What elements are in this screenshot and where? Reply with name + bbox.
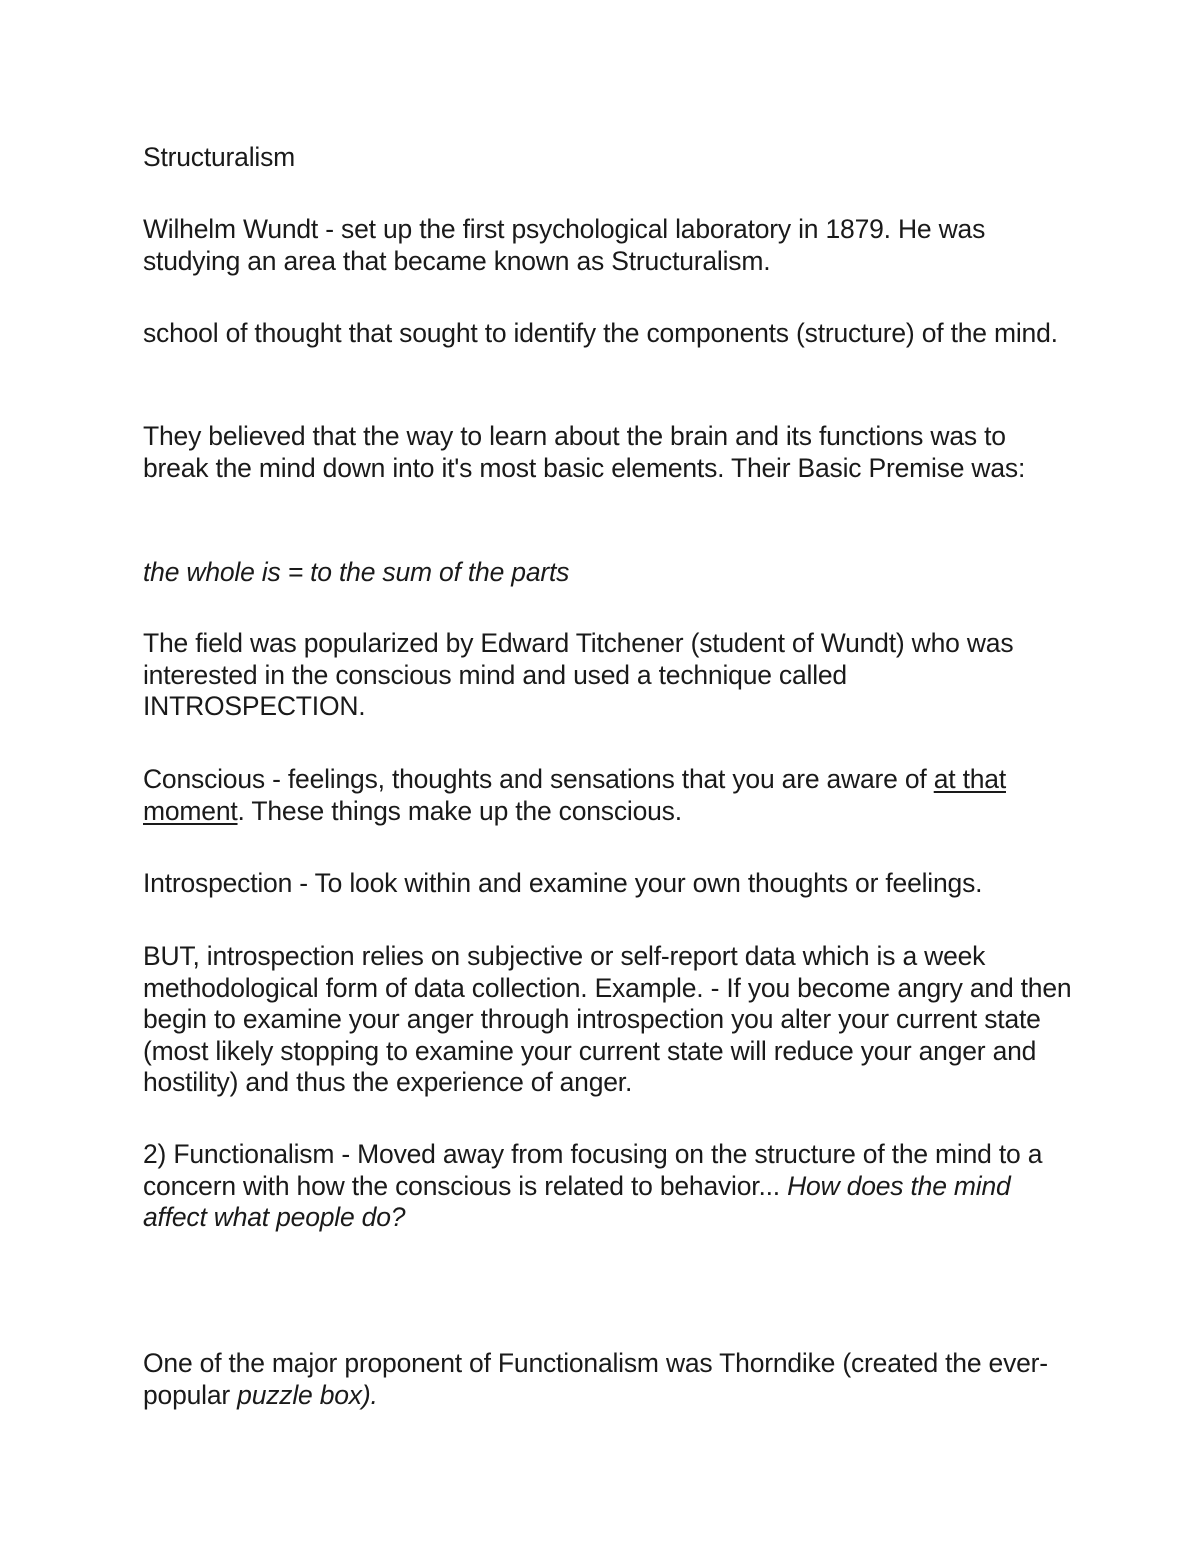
paragraph-premise: the whole is = to the sum of the parts (143, 557, 570, 587)
thorndike-lead-text: One of the major proponent of Functionalism was Thorndike (created the ever-popular (143, 1348, 1048, 1410)
paragraph-introspection: Introspection - To look within and examine your own thoughts or feelings. (143, 868, 983, 898)
paragraph-wundt: Wilhelm Wundt - set up the first psychological laboratory in 1879. He was studying an area that became known as Structuralism. (143, 214, 986, 276)
conscious-tail-text: . These things make up the conscious. (237, 795, 682, 826)
paragraph-school-of-thought: school of thought that sought to identify the components (structure) of the mind. (143, 318, 1058, 348)
paragraph-but: BUT, introspection relies on subjective or self-report data which is a week methodological form of data collection. Example. - If you become angry and then begin to examine your anger through introspection you alter your current state (most likely stopping to examine your current state will reduce your anger and hostility) and thus the experience of anger. (143, 941, 1072, 1097)
paragraph-thorndike (143, 1348, 1073, 1411)
paragraph-titchener: The field was popularized by Edward Titchener (student of Wundt) who was interested in the conscious mind and used a technique called INTROSPECTION. (143, 628, 1014, 721)
functionalism-lead-text: 2) Functionalism - Moved away from focusing on the structure of the mind to a concern with how the conscious is related to behavior... (143, 1139, 1043, 1201)
paragraph-conscious (143, 764, 1073, 827)
functionalism-question-text: How does the mind affect what people do? (143, 1170, 1011, 1232)
thorndike-puzzle-box-text: puzzle box). (237, 1379, 378, 1410)
paragraph-functionalism (143, 1139, 1073, 1234)
document-title: Structuralism (143, 142, 296, 172)
conscious-lead-text: Conscious - feelings, thoughts and sensations that you are aware of (143, 764, 934, 794)
conscious-underlined-text: at that moment (143, 764, 1006, 826)
paragraph-believed: They believed that the way to learn about the brain and its functions was to break the mind down into it's most basic elements. Their Basic Premise was: (143, 421, 1026, 483)
